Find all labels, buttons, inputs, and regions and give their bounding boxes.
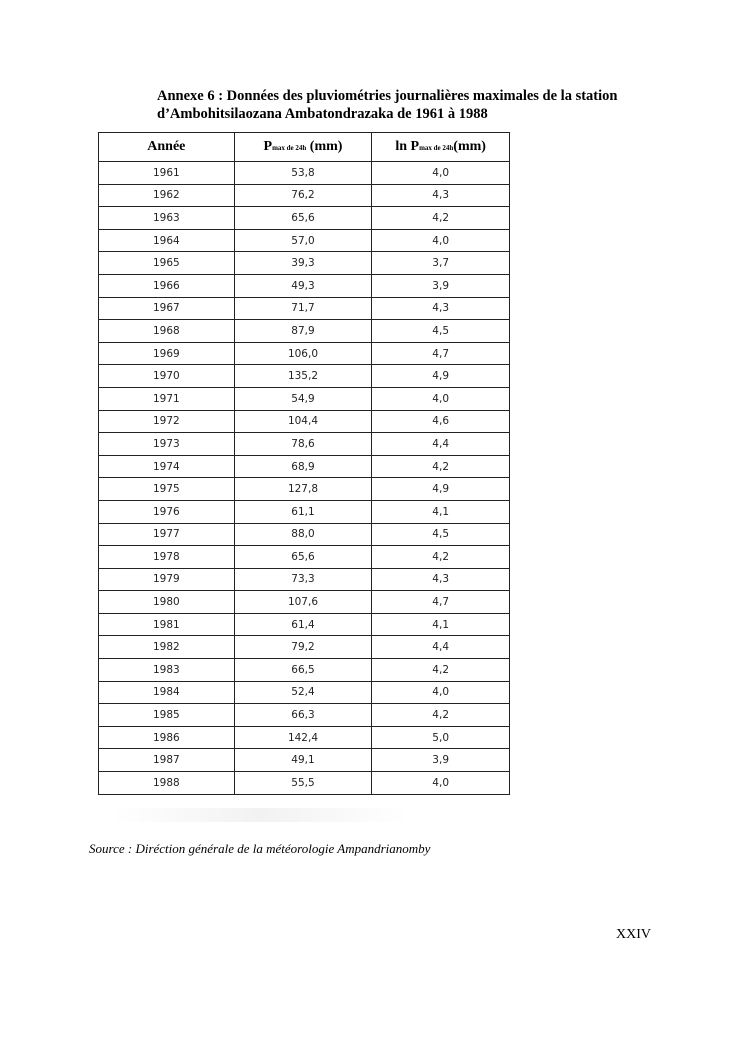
cell-pmax: 79,2 bbox=[234, 636, 372, 659]
cell-year: 1984 bbox=[99, 681, 235, 704]
cell-year: 1988 bbox=[99, 772, 235, 795]
cell-year: 1980 bbox=[99, 591, 235, 614]
cell-ln-pmax: 4,7 bbox=[372, 591, 510, 614]
table-row bbox=[99, 591, 510, 614]
table-row bbox=[99, 433, 510, 456]
annex-title-line-1: Annexe 6 : Données des pluviométries journalières maximales de la station bbox=[157, 88, 618, 104]
header-pmax-sub: max de 24h bbox=[272, 144, 307, 152]
table-row bbox=[99, 704, 510, 727]
table-row bbox=[99, 749, 510, 772]
cell-year: 1986 bbox=[99, 726, 235, 749]
header-pmax-unit: (mm) bbox=[309, 139, 343, 154]
cell-ln-pmax: 4,4 bbox=[372, 433, 510, 456]
cell-pmax: 135,2 bbox=[234, 365, 372, 388]
table-header-row bbox=[99, 133, 510, 162]
cell-ln-pmax: 4,0 bbox=[372, 681, 510, 704]
header-ln-pmax bbox=[372, 133, 510, 162]
rainfall-table-container bbox=[98, 132, 510, 795]
cell-ln-pmax: 4,2 bbox=[372, 546, 510, 569]
cell-ln-pmax: 4,3 bbox=[372, 184, 510, 207]
table-row bbox=[99, 636, 510, 659]
cell-year: 1983 bbox=[99, 659, 235, 682]
table-row bbox=[99, 184, 510, 207]
cell-ln-pmax: 4,0 bbox=[372, 229, 510, 252]
table-row bbox=[99, 342, 510, 365]
cell-year: 1962 bbox=[99, 184, 235, 207]
cell-pmax: 65,6 bbox=[234, 546, 372, 569]
table-row bbox=[99, 387, 510, 410]
cell-year: 1975 bbox=[99, 478, 235, 501]
cell-pmax: 49,3 bbox=[234, 274, 372, 297]
header-ln-sub: max de 24h bbox=[419, 144, 454, 152]
header-year-label: Année bbox=[147, 139, 186, 154]
cell-year: 1964 bbox=[99, 229, 235, 252]
cell-year: 1981 bbox=[99, 613, 235, 636]
table-row bbox=[99, 252, 510, 275]
cell-year: 1979 bbox=[99, 568, 235, 591]
cell-year: 1961 bbox=[99, 162, 235, 185]
table-row bbox=[99, 726, 510, 749]
table-row bbox=[99, 523, 510, 546]
table-row bbox=[99, 455, 510, 478]
cell-pmax: 142,4 bbox=[234, 726, 372, 749]
table-row bbox=[99, 410, 510, 433]
cell-pmax: 65,6 bbox=[234, 207, 372, 230]
table-row bbox=[99, 478, 510, 501]
cell-year: 1971 bbox=[99, 387, 235, 410]
cell-year: 1970 bbox=[99, 365, 235, 388]
header-ln-unit: (mm) bbox=[453, 139, 486, 154]
cell-ln-pmax: 3,9 bbox=[372, 274, 510, 297]
table-body bbox=[99, 162, 510, 795]
cell-year: 1978 bbox=[99, 546, 235, 569]
cell-pmax: 52,4 bbox=[234, 681, 372, 704]
cell-pmax: 53,8 bbox=[234, 162, 372, 185]
cell-ln-pmax: 4,2 bbox=[372, 455, 510, 478]
cell-year: 1967 bbox=[99, 297, 235, 320]
header-pmax-main: P bbox=[263, 139, 273, 154]
cell-pmax: 76,2 bbox=[234, 184, 372, 207]
cell-pmax: 107,6 bbox=[234, 591, 372, 614]
cell-year: 1972 bbox=[99, 410, 235, 433]
cell-pmax: 127,8 bbox=[234, 478, 372, 501]
rainfall-table bbox=[98, 132, 510, 795]
cell-ln-pmax: 4,0 bbox=[372, 162, 510, 185]
cell-pmax: 49,1 bbox=[234, 749, 372, 772]
cell-ln-pmax: 4,3 bbox=[372, 297, 510, 320]
header-pmax bbox=[234, 133, 372, 162]
cell-ln-pmax: 4,0 bbox=[372, 772, 510, 795]
cell-ln-pmax: 4,2 bbox=[372, 704, 510, 727]
cell-pmax: 55,5 bbox=[234, 772, 372, 795]
cell-ln-pmax: 4,5 bbox=[372, 523, 510, 546]
cell-ln-pmax: 4,6 bbox=[372, 410, 510, 433]
cell-year: 1977 bbox=[99, 523, 235, 546]
cell-year: 1976 bbox=[99, 500, 235, 523]
cell-year: 1969 bbox=[99, 342, 235, 365]
annex-title-line-2: d’Ambohitsilaozana Ambatondrazaka de 1961 à 1988 bbox=[157, 106, 488, 122]
cell-ln-pmax: 4,2 bbox=[372, 207, 510, 230]
table-row bbox=[99, 568, 510, 591]
cell-pmax: 104,4 bbox=[234, 410, 372, 433]
cell-pmax: 106,0 bbox=[234, 342, 372, 365]
cell-pmax: 78,6 bbox=[234, 433, 372, 456]
cell-ln-pmax: 4,2 bbox=[372, 659, 510, 682]
source-note: Source : Diréction générale de la météorologie Ampandrianomby bbox=[89, 841, 431, 856]
table-row bbox=[99, 365, 510, 388]
cell-ln-pmax: 3,7 bbox=[372, 252, 510, 275]
table-row bbox=[99, 500, 510, 523]
cell-pmax: 87,9 bbox=[234, 320, 372, 343]
cell-pmax: 57,0 bbox=[234, 229, 372, 252]
cell-ln-pmax: 4,5 bbox=[372, 320, 510, 343]
cell-year: 1974 bbox=[99, 455, 235, 478]
cell-ln-pmax: 4,0 bbox=[372, 387, 510, 410]
cell-year: 1965 bbox=[99, 252, 235, 275]
cell-pmax: 66,3 bbox=[234, 704, 372, 727]
cell-ln-pmax: 4,9 bbox=[372, 365, 510, 388]
header-ln-main: ln P bbox=[395, 139, 420, 154]
scan-smudge bbox=[110, 808, 410, 822]
table-row bbox=[99, 659, 510, 682]
cell-ln-pmax: 4,1 bbox=[372, 613, 510, 636]
cell-ln-pmax: 4,3 bbox=[372, 568, 510, 591]
cell-pmax: 68,9 bbox=[234, 455, 372, 478]
cell-pmax: 88,0 bbox=[234, 523, 372, 546]
cell-ln-pmax: 4,7 bbox=[372, 342, 510, 365]
annex-title bbox=[157, 87, 677, 123]
table-row bbox=[99, 320, 510, 343]
cell-year: 1973 bbox=[99, 433, 235, 456]
cell-year: 1982 bbox=[99, 636, 235, 659]
cell-ln-pmax: 4,1 bbox=[372, 500, 510, 523]
table-row bbox=[99, 772, 510, 795]
cell-pmax: 61,4 bbox=[234, 613, 372, 636]
cell-pmax: 61,1 bbox=[234, 500, 372, 523]
header-year bbox=[99, 133, 235, 162]
cell-year: 1963 bbox=[99, 207, 235, 230]
table-row bbox=[99, 297, 510, 320]
cell-pmax: 71,7 bbox=[234, 297, 372, 320]
cell-pmax: 73,3 bbox=[234, 568, 372, 591]
cell-pmax: 66,5 bbox=[234, 659, 372, 682]
cell-ln-pmax: 5,0 bbox=[372, 726, 510, 749]
table-row bbox=[99, 229, 510, 252]
table-row bbox=[99, 274, 510, 297]
cell-ln-pmax: 3,9 bbox=[372, 749, 510, 772]
cell-pmax: 39,3 bbox=[234, 252, 372, 275]
cell-year: 1987 bbox=[99, 749, 235, 772]
table-row bbox=[99, 613, 510, 636]
cell-year: 1985 bbox=[99, 704, 235, 727]
table-row bbox=[99, 162, 510, 185]
cell-year: 1968 bbox=[99, 320, 235, 343]
cell-ln-pmax: 4,9 bbox=[372, 478, 510, 501]
table-row bbox=[99, 207, 510, 230]
page-number: XXIV bbox=[616, 927, 651, 942]
table-row bbox=[99, 546, 510, 569]
table-row bbox=[99, 681, 510, 704]
cell-ln-pmax: 4,4 bbox=[372, 636, 510, 659]
cell-year: 1966 bbox=[99, 274, 235, 297]
cell-pmax: 54,9 bbox=[234, 387, 372, 410]
